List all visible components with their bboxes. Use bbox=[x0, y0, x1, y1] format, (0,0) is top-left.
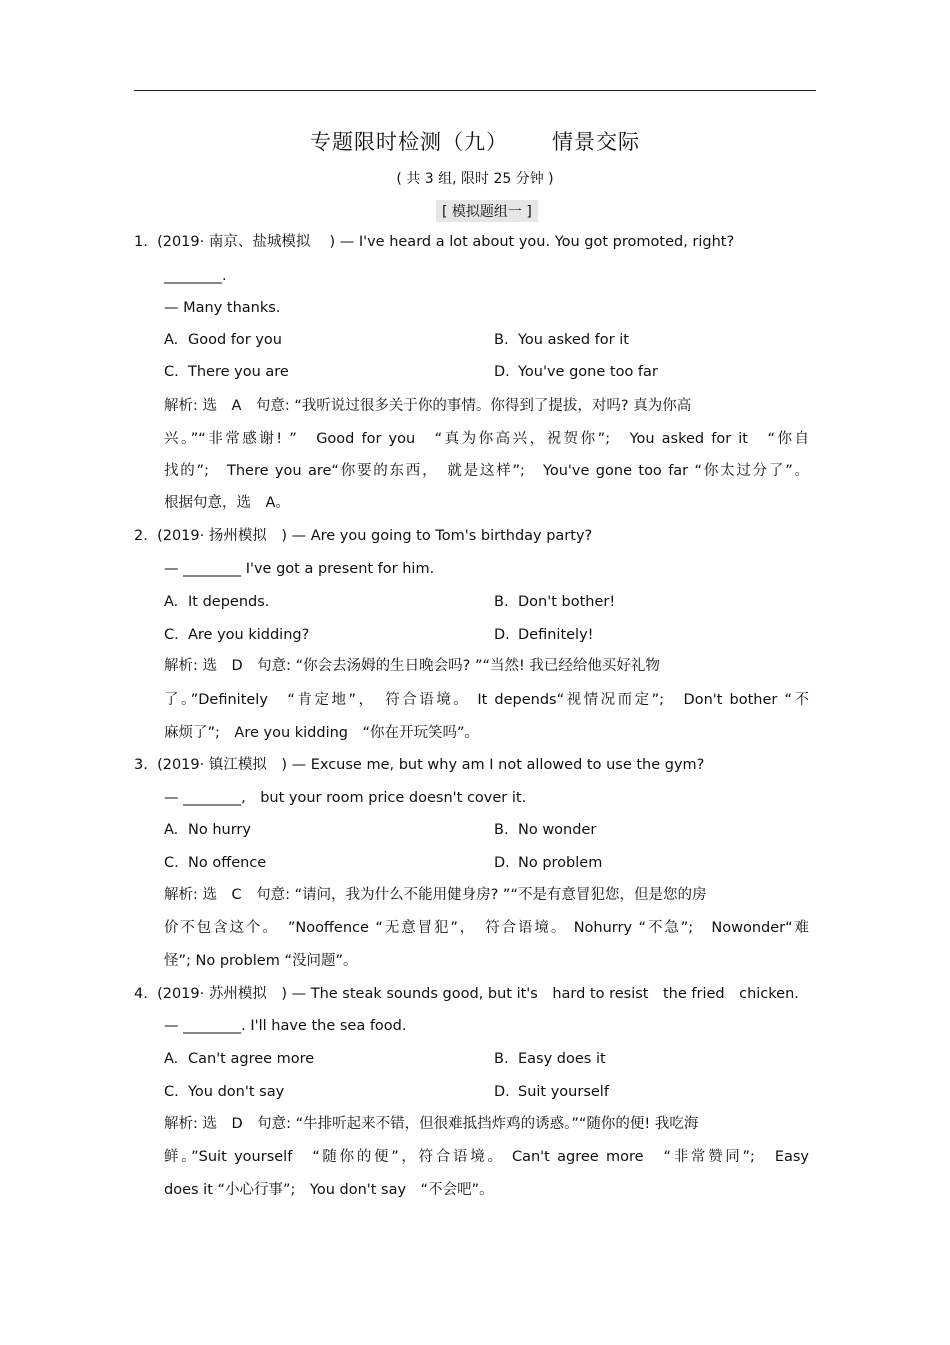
option-a: A. It depends. bbox=[164, 594, 270, 610]
option-b: B. Easy does it bbox=[494, 1051, 606, 1067]
analysis-line: 解析: 选 A 句意: “我听说过很多关于你的事情。你得到了提拔，对吗? 真为你高 bbox=[164, 398, 692, 414]
option-c: C. Are you kidding? bbox=[164, 627, 310, 643]
header-rule bbox=[134, 90, 816, 91]
question-reply: — ________. I'll have the sea food. bbox=[164, 1018, 407, 1034]
analysis-line: 根据句意，选 A。 bbox=[164, 495, 290, 511]
option-a: A. Good for you bbox=[164, 332, 282, 348]
page-subtitle: ( 共 3 组, 限时 25 分钟 ) bbox=[396, 171, 554, 187]
question-stem: 1. (2019· 南京、盐城模拟 ) — I've heard a lot about you. You got promoted, right? bbox=[134, 234, 735, 250]
answer-blank: ________. bbox=[164, 268, 227, 284]
page-title bbox=[0, 126, 950, 156]
question-reply: — ________ I've got a present for him. bbox=[164, 561, 435, 577]
analysis-line: 怪”; No problem “没问题”。 bbox=[164, 953, 358, 969]
analysis-line: 麻烦了”; Are you kidding “你在开玩笑吗”。 bbox=[164, 725, 480, 741]
option-b: B. Don't bother! bbox=[494, 594, 616, 610]
option-b: B. You asked for it bbox=[494, 332, 629, 348]
question-stem: 4. (2019· 苏州模拟 ) — The steak sounds good, but it's hard to resist the fried chicken. bbox=[134, 986, 799, 1002]
option-a: A. No hurry bbox=[164, 822, 251, 838]
analysis-line: 价不包含这个。 ”Nooffence “无意冒犯”， 符合语境。 Nohurry “不急”; Nowonder“难 bbox=[164, 920, 809, 936]
option-a: A. Can't agree more bbox=[164, 1051, 315, 1067]
analysis-line: 找的”; There you are“你要的东西， 就是这样”; You've gone too far “你太过分了”。 bbox=[164, 463, 809, 479]
title-topic: 情景交际 bbox=[552, 130, 640, 154]
option-d: D. Suit yourself bbox=[494, 1084, 609, 1100]
option-d: D. Definitely! bbox=[494, 627, 594, 643]
group-label: [ 模拟题组一 ] bbox=[436, 200, 538, 222]
option-c: C. No offence bbox=[164, 855, 267, 871]
analysis-line: 了。”Definitely “肯定地”， 符合语境。 It depends“视情况而定”; Don't bother “不 bbox=[164, 692, 809, 708]
analysis-line: 解析: 选 D 句意: “牛排听起来不错，但很难抵挡炸鸡的诱惑。”“随你的便! 我吃海 bbox=[164, 1116, 699, 1132]
analysis-line: 兴。”“非常感谢! ” Good for you “真为你高兴，祝贺你”; You asked for it “你自 bbox=[164, 431, 809, 447]
question-reply: — Many thanks. bbox=[164, 300, 281, 316]
analysis-line: 鲜。”Suit yourself “随你的便”，符合语境。 Can't agree more “非常赞同”; Easy bbox=[164, 1149, 809, 1165]
analysis-line: does it “小心行事”; You don't say “不会吧”。 bbox=[164, 1182, 494, 1198]
question-stem: 3. (2019· 镇江模拟 ) — Excuse me, but why am I not allowed to use the gym? bbox=[134, 757, 705, 773]
analysis-line: 解析: 选 C 句意: “请问，我为什么不能用健身房? ”“不是有意冒犯您，但是您的房 bbox=[164, 887, 707, 903]
option-d: D. You've gone too far bbox=[494, 364, 658, 380]
option-c: C. You don't say bbox=[164, 1084, 285, 1100]
analysis-line: 解析: 选 D 句意: “你会去汤姆的生日晚会吗? ”“当然! 我已经给他买好礼物 bbox=[164, 658, 660, 674]
option-b: B. No wonder bbox=[494, 822, 597, 838]
option-c: C. There you are bbox=[164, 364, 289, 380]
question-reply: — ________, but your room price doesn't cover it. bbox=[164, 790, 527, 806]
question-stem: 2. (2019· 扬州模拟 ) — Are you going to Tom's birthday party? bbox=[134, 528, 593, 544]
title-main: 专题限时检测（九） bbox=[310, 130, 508, 154]
option-d: D. No problem bbox=[494, 855, 603, 871]
